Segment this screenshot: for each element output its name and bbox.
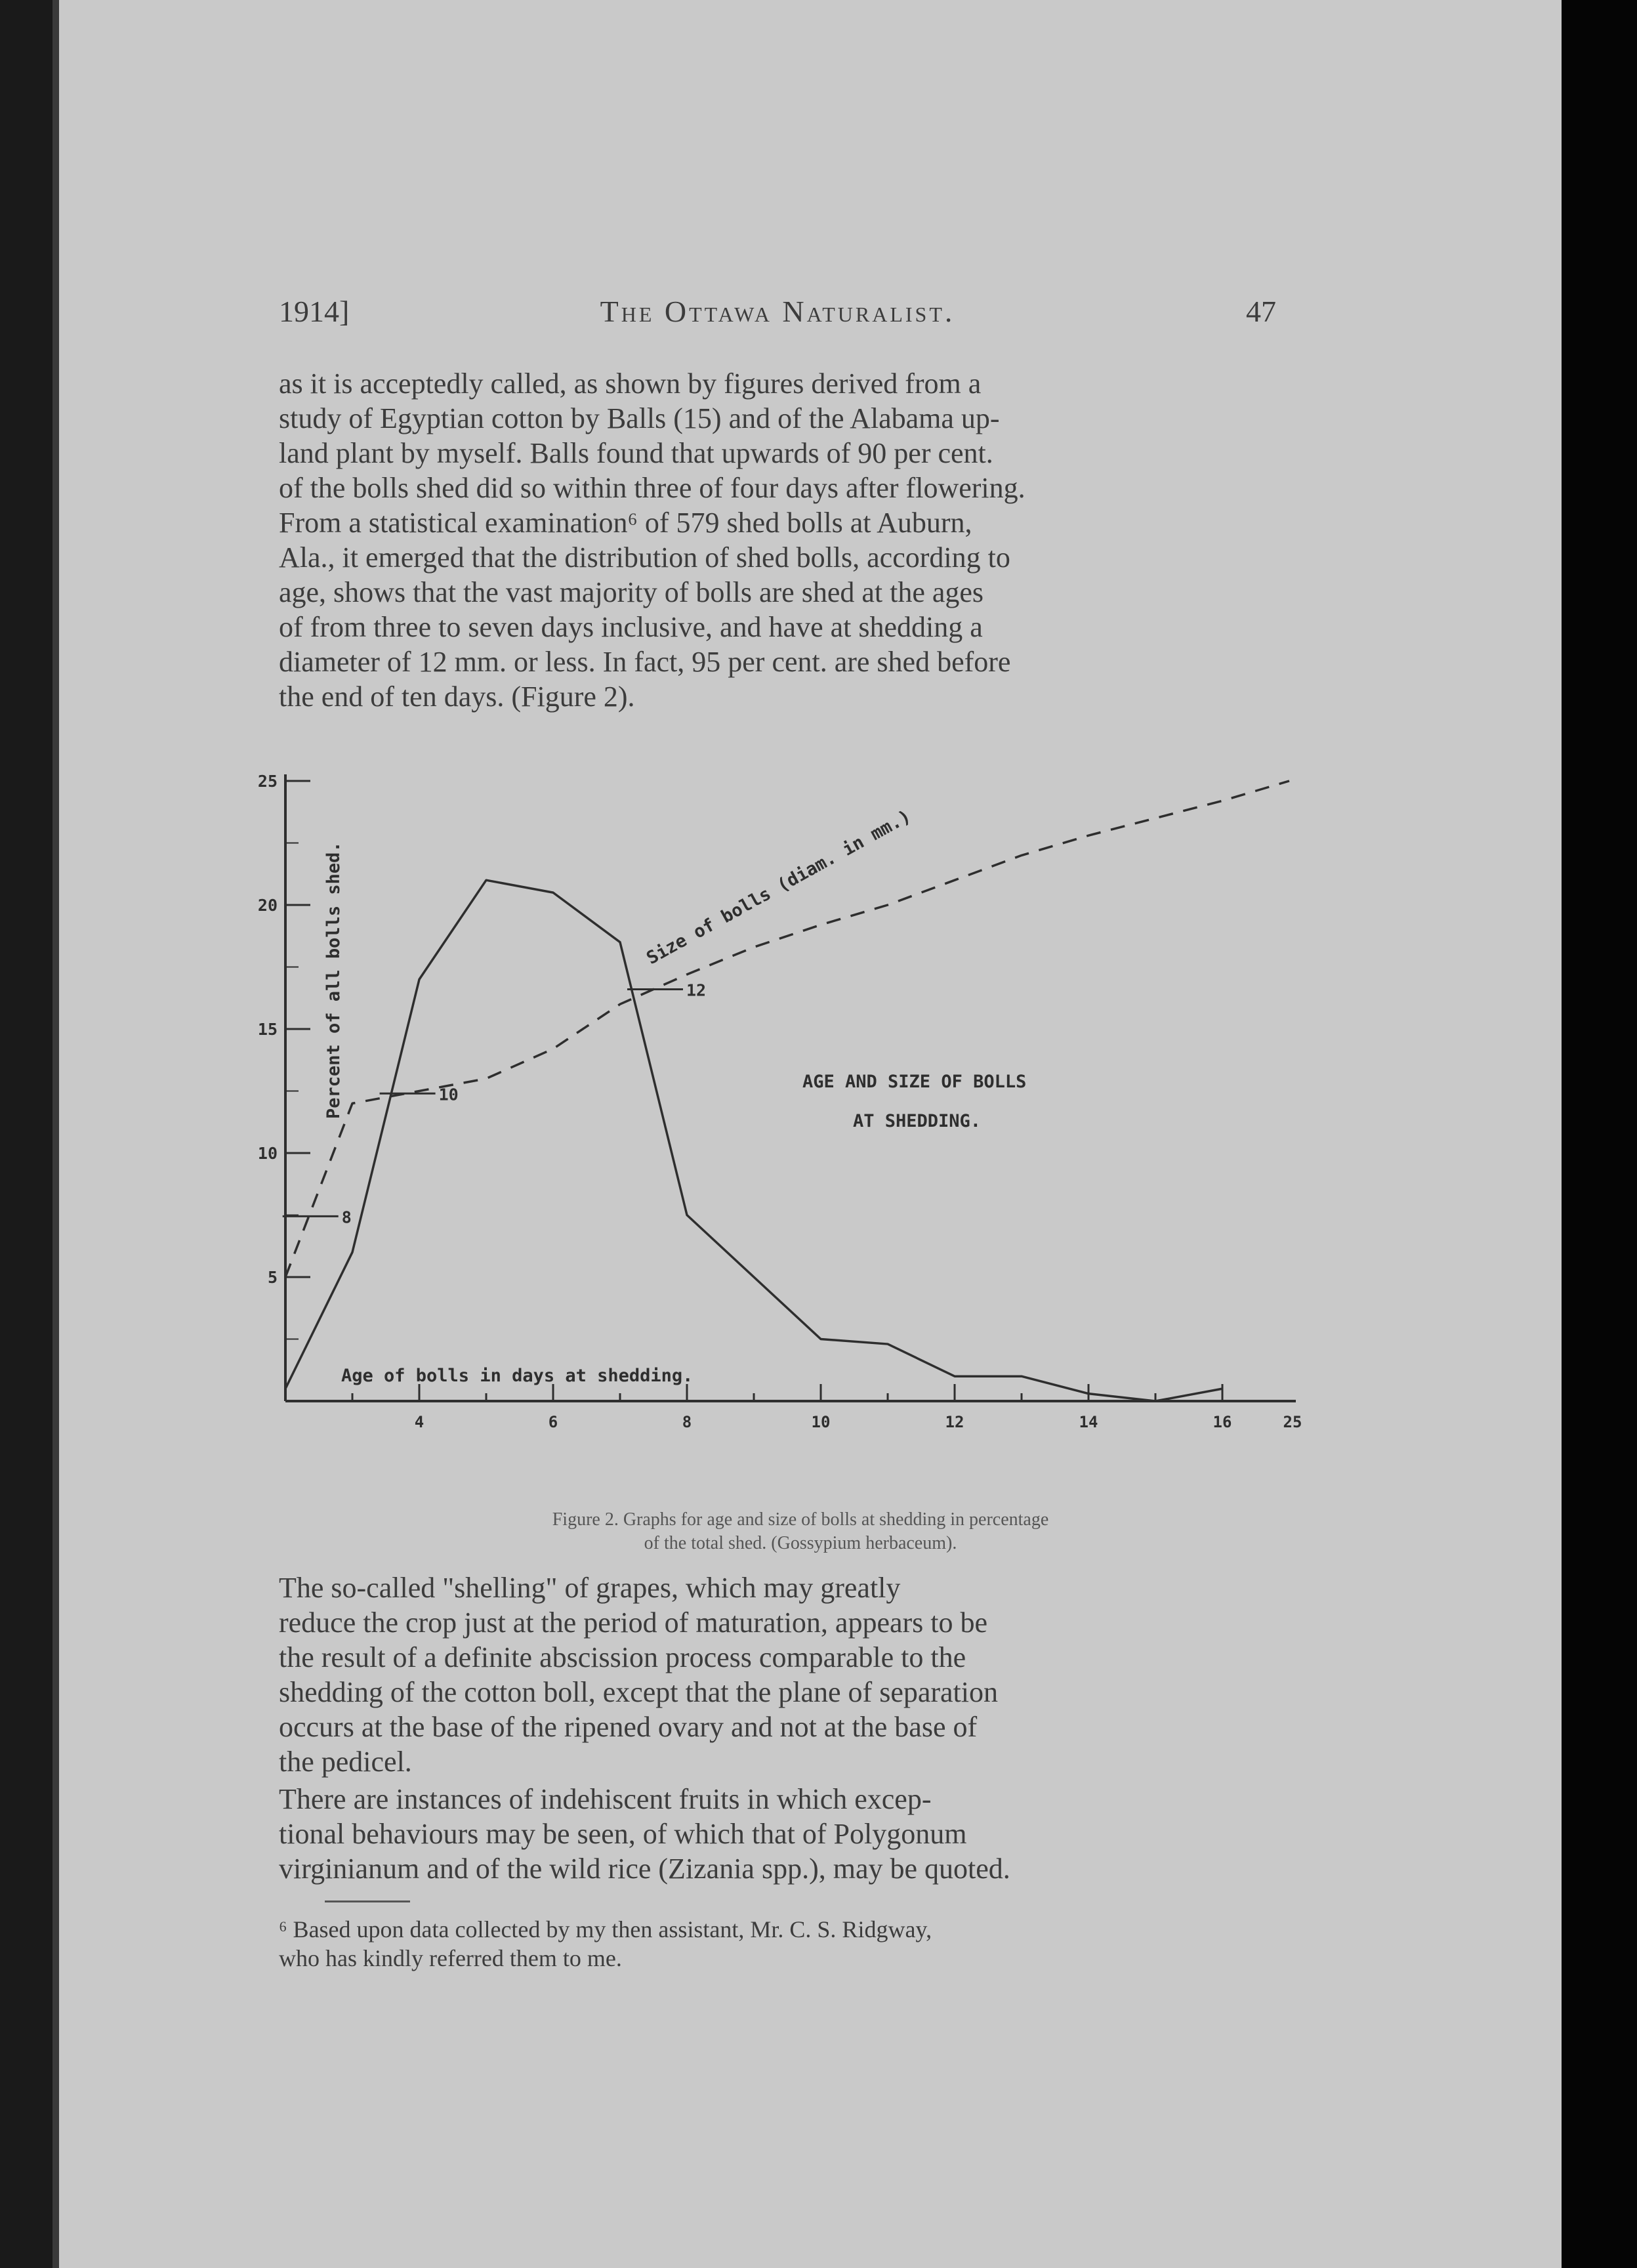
running-header [279, 294, 1276, 340]
footnote-rule [325, 1900, 410, 1902]
x-tick-label: 10 [811, 1413, 831, 1431]
y-tick-label: 25 [257, 772, 278, 791]
y-tick-label: 10 [257, 1144, 278, 1163]
chart-axes [285, 774, 1296, 1401]
paragraph-1: as it is acceptedly called, as shown by figures derived from a study of Egyptian cotton by Balls (15) and of the Alabama up- land plant by myself. Balls found that upwards of 90 per cent. of the bolls shed did so within three of four days after flowering. From a statistical examination⁶ of 579 shed bolls at Auburn, Ala., it emerged that the distribution of shed bolls, according to age, shows that the vast majority of bolls are shed at the ages of from three to seven days inclusive, and have at shedding a diameter of 12 mm. or less. In fact, 95 per cent. are shed before the end of ten days. (Figure 2). [279, 368, 1026, 713]
x-tick-label: 6 [548, 1413, 558, 1431]
binding-gutter [0, 0, 59, 2268]
y-tick-group [258, 772, 310, 1339]
x-tick-label: 8 [682, 1413, 692, 1431]
x-tick-group [352, 1384, 1302, 1431]
figure-caption: Figure 2. Graphs for age and size of bolls at shedding in percentage of the total shed. (Gossypium herbaceum). [552, 1509, 1049, 1553]
annotation-label: 10 [438, 1085, 459, 1104]
page-number: 47 [1246, 295, 1276, 328]
paragraph-3: There are instances of indehiscent fruits in which excep- tional behaviours may be seen, of which that of Polygonum virginianum and of the wild rice (Zizania spp.), may be quoted. [279, 1783, 1010, 1885]
chart-title-line-1: AGE AND SIZE OF BOLLS [802, 1072, 1027, 1092]
scan-border [1562, 0, 1637, 2268]
journal-title: The Ottawa Naturalist. [600, 295, 955, 328]
chart-title-line-2: AT SHEDDING. [853, 1111, 982, 1131]
y-tick-label: 20 [257, 896, 278, 915]
figure-2-chart [249, 755, 1332, 1483]
annotation-group [283, 981, 706, 1227]
size-series-label: Size of bolls (diam. in mm.) [643, 806, 915, 969]
x-tick-label: 4 [414, 1413, 425, 1431]
annotation-label: 12 [686, 980, 707, 1000]
x-tick-label: 25 [1283, 1413, 1302, 1431]
y-axis-label: Percent of all bolls shed. [323, 841, 344, 1119]
y-tick-label: 15 [257, 1020, 278, 1039]
annotation-label: 8 [341, 1208, 352, 1227]
header-year: 1914] [279, 295, 350, 328]
y-tick-label: 5 [267, 1268, 278, 1287]
paragraph-2: The so-called "shelling" of grapes, which may greatly reduce the crop just at the period of maturation, appears to be the result of a definite abscission process comparable to the shedding of the cotton boll, except that the plane of separation occurs at the base of the ripened ovary and not at the base of the pedicel. [279, 1572, 999, 1778]
x-tick-label: 12 [945, 1413, 964, 1431]
size-series-line [285, 781, 1289, 1277]
age-series-line [285, 880, 1222, 1401]
x-tick-label: 16 [1212, 1413, 1232, 1431]
footnote: ⁶ Based upon data collected by my then assistant, Mr. C. S. Ridgway, who has kindly referred them to me. [279, 1916, 932, 1971]
x-axis-label: Age of bolls in days at shedding. [341, 1366, 694, 1386]
x-tick-label: 14 [1079, 1413, 1098, 1431]
